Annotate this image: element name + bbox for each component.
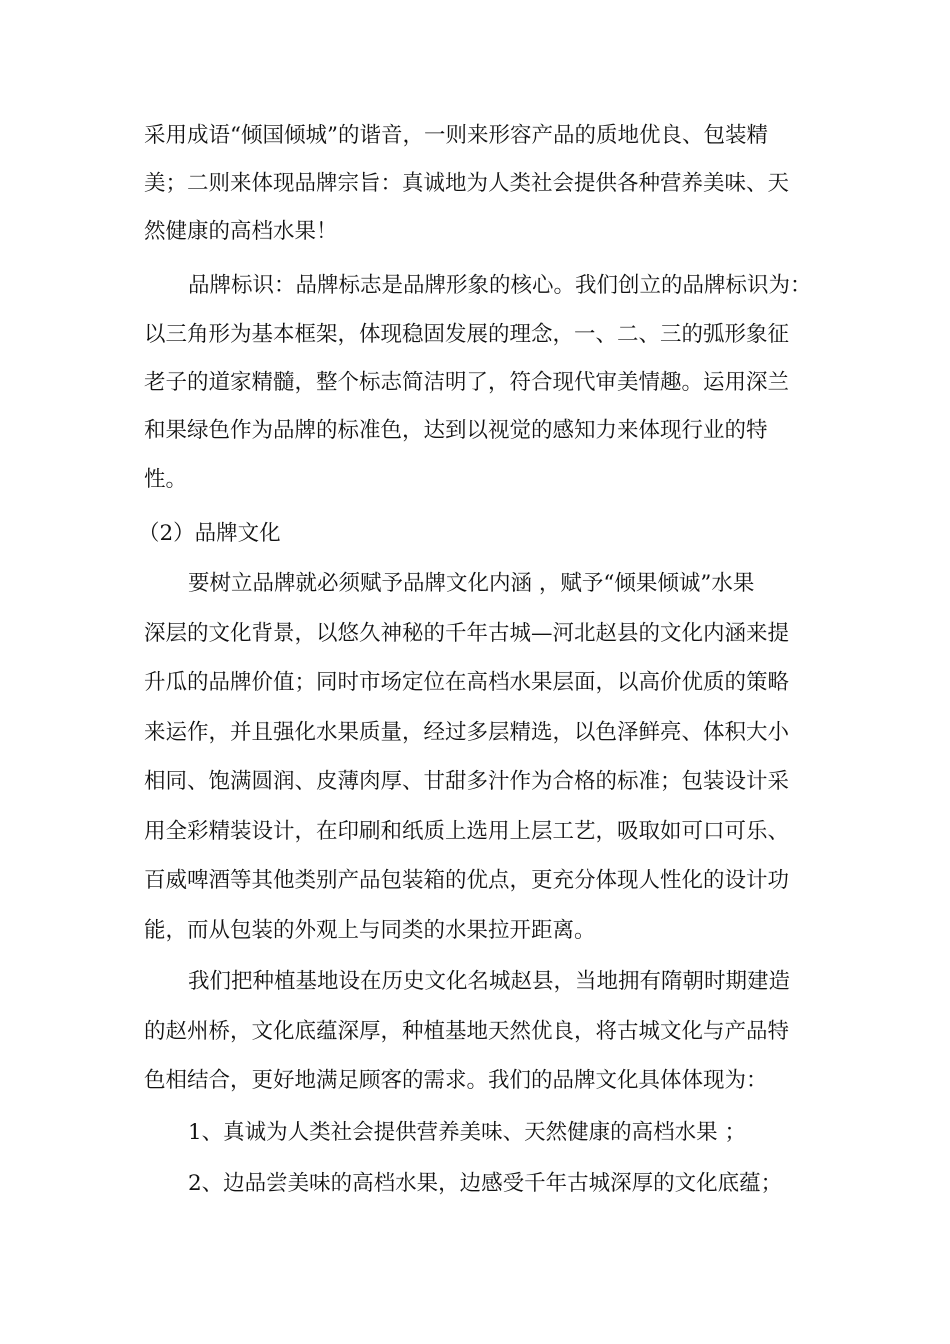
paragraph-line: 和果绿色作为品牌的标准色，达到以视觉的感知力来体现行业的特 — [144, 418, 768, 443]
list-item: 2、边品尝美味的高档水果，边感受千年古城深厚的文化底蕴； — [188, 1171, 783, 1196]
paragraph-line: 以三角形为基本框架，体现稳固发展的理念，一、二、三的弧形象征 — [144, 322, 790, 347]
paragraph-line: 相同、饱满圆润、皮薄肉厚、甘甜多汁作为合格的标准；包装设计采 — [144, 769, 790, 794]
paragraph-line: 然健康的高档水果！ — [144, 219, 338, 244]
paragraph-line: 来运作，并且强化水果质量，经过多层精选，以色泽鲜亮、体积大小 — [144, 720, 790, 745]
paragraph-line: 老子的道家精髓，整个标志简洁明了，符合现代审美情趣。运用深兰 — [144, 370, 790, 395]
paragraph-line: 采用成语“倾国倾城”的谐音，一则来形容产品的质地优良、包装精 — [144, 123, 768, 148]
paragraph-line: 百威啤酒等其他类别产品包装箱的优点，更充分体现人性化的设计功 — [144, 868, 790, 893]
list-item: 1、真诚为人类社会提供营养美味、天然健康的高档水果 ； — [188, 1120, 747, 1145]
paragraph-line: 深层的文化背景，以悠久神秘的千年古城—河北赵县的文化内涵来提 — [144, 621, 790, 646]
paragraph-line: 要树立品牌就必须赋予品牌文化内涵 ，赋予“倾果倾诚”水果 — [188, 571, 755, 596]
paragraph-line: 升瓜的品牌价值；同时市场定位在高档水果层面，以高价优质的策略 — [144, 670, 790, 695]
paragraph-line: 性。 — [144, 467, 188, 492]
paragraph-line: 品牌标识：品牌标志是品牌形象的核心。我们创立的品牌标识为： — [188, 273, 812, 298]
paragraph-line: 的赵州桥，文化底蕴深厚，种植基地天然优良，将古城文化与产品特 — [144, 1019, 790, 1044]
paragraph-line: 色相结合，更好地满足顾客的需求。我们的品牌文化具体体现为： — [144, 1068, 768, 1093]
paragraph-line: 我们把种植基地设在历史文化名城赵县，当地拥有隋朝时期建造 — [188, 969, 791, 994]
paragraph-line: 美；二则来体现品牌宗旨：真诚地为人类社会提供各种营养美味、天 — [144, 171, 790, 196]
paragraph-line: 能，而从包装的外观上与同类的水果拉开距离。 — [144, 918, 596, 943]
paragraph-line: 用全彩精装设计，在印刷和纸质上选用上层工艺，吸取如可口可乐、 — [144, 819, 790, 844]
section-heading: （2）品牌文化 — [138, 521, 281, 546]
